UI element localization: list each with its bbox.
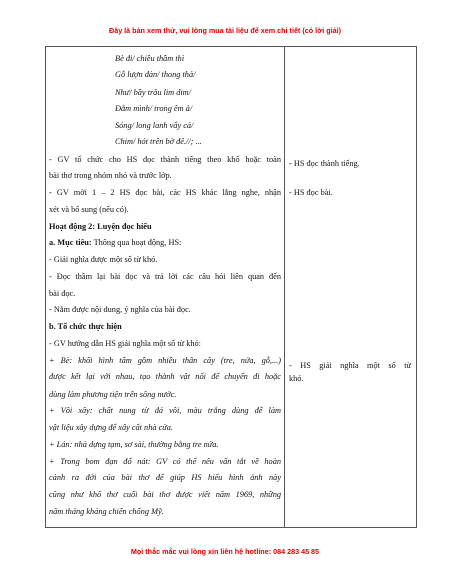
poem-line: Như/ bầy trâu lim dim/	[115, 87, 191, 97]
poem-line: Đằm mình/ trong êm ả/	[115, 103, 193, 113]
hotline-banner: Mọi thắc mắc vui lòng xin liên hệ hotline: 084 283 45 85	[130, 547, 320, 556]
student-activity-cell	[285, 47, 417, 528]
vocab-line: dùng làm phương tiện trên sông nước.	[49, 389, 177, 399]
student-response: khó.	[289, 374, 304, 384]
vocab-line: + Trong bom đạn đổ nát: GV có thể nêu vấn tắt về hoàn	[49, 456, 281, 466]
objective-line	[49, 238, 181, 247]
vocab-line: cũng như khổ thơ cuối bài thơ được viết năm 1969, những	[49, 490, 281, 500]
vocab-line: năm tháng kháng chiến chống Mỹ.	[49, 506, 164, 516]
paragraph-line: - GV tổ chức cho HS đọc thành tiếng theo khổ hoặc toàn	[49, 154, 281, 164]
lesson-table	[45, 46, 417, 528]
vocab-line: + Lán: nhà dựng tạm, sơ sài, thường bằng tre nứa.	[49, 439, 219, 449]
student-response: - HS đọc thành tiếng.	[289, 158, 360, 168]
objective-item: bài đọc.	[49, 288, 76, 298]
preview-banner: Đây là bản xem thử, vui lòng mua tài liệu để xem chi tiết (có lời giải)	[109, 26, 341, 35]
vocab-line: được kết lại với nhau, tạo thành vật nổi để chuyển đi hoặc	[49, 372, 281, 382]
activity-heading: Hoạt động 2: Luyện đọc hiểu	[49, 221, 152, 231]
poem-line: Bè đi/ chiều thầm thì	[115, 53, 185, 63]
paragraph-line: bài thơ trong nhóm nhỏ và trước lớp.	[49, 170, 172, 180]
objective-item: - Đọc thầm lại bài đọc và trả lời các câu hỏi liên quan đến	[49, 271, 281, 281]
teacher-activity-cell	[46, 47, 285, 528]
paragraph-line: - GV mời 1 – 2 HS đọc bài, các HS khác lắng nghe, nhận	[49, 188, 281, 198]
vocab-line: cảnh ra đời của bài thơ để giúp HS hiểu hình ảnh này	[49, 473, 281, 483]
student-response: - HS đọc bài.	[289, 188, 333, 198]
paragraph-line: xét và bổ sung (nếu có).	[49, 204, 129, 214]
objective-item: - Giải nghĩa được một số từ khó.	[49, 255, 158, 265]
vocab-line: + Bè: khối hình tấm gồm nhiều thân cây (tre, nứa, gỗ,...)	[49, 356, 281, 365]
organization-heading: b. Tổ chức thực hiện	[49, 322, 122, 332]
objective-item: - Nắm được nội dung, ý nghĩa của bài đọc.	[49, 305, 191, 315]
organization-line: - GV hướng dẫn HS giải nghĩa một số từ khó:	[49, 338, 201, 348]
vocab-line: vật liệu xây dựng để xây cất nhà cửa.	[49, 423, 174, 433]
vocab-line: + Vôi xây: chất nung từ đá vôi, màu trắng dùng để làm	[49, 405, 281, 415]
student-response: - HS giải nghĩa một số từ	[289, 361, 411, 371]
poem-line: Sóng/ long lanh vẩy cá/	[115, 121, 194, 130]
table-row	[46, 47, 417, 528]
poem-line: Gỗ lượn đàn/ thong thả/	[115, 70, 196, 80]
objective-text: Thông qua hoạt động, HS:	[91, 238, 182, 248]
objective-label: a. Mục tiêu:	[49, 238, 92, 248]
poem-line: Chim/ hót trên bờ đê.//; ...	[115, 137, 202, 147]
